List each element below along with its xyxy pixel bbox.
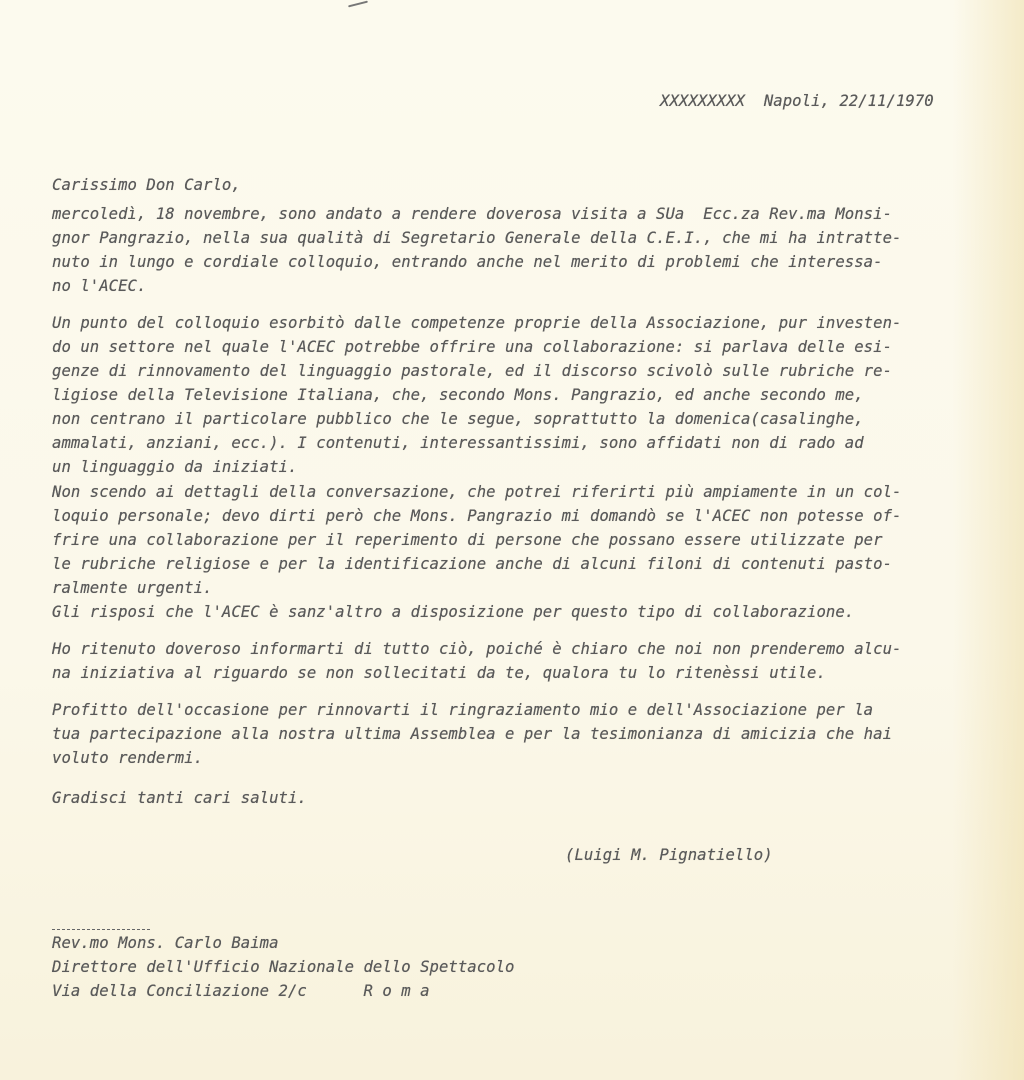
- text-line: ammalati, anziani, ecc.). I contenuti, interessantissimi, sono affidati non di rado ad: [52, 434, 864, 452]
- text-line: do un settore nel quale l'ACEC potrebbe offrire una collaborazione: si parlava delle esi-: [52, 338, 893, 356]
- text-line: Un punto del colloquio esorbitò dalle competenze proprie della Associazione, pur investen-: [52, 314, 902, 332]
- recipient-address: Via della Conciliazione 2/c R o m a: [52, 982, 430, 1000]
- text-line: non centrano il particolare pubblico che le segue, soprattutto la domenica(casalinghe,: [52, 410, 864, 428]
- text-line: frire una collaborazione per il reperimento di persone che possano essere utilizzate per: [52, 531, 883, 549]
- recipient-name: Rev.mo Mons. Carlo Baima: [52, 934, 279, 952]
- text-line: nuto in lungo e cordiale colloquio, entrando anche nel merito di problemi che interessa-: [52, 253, 883, 271]
- text-line: ligiose della Televisione Italiana, che, secondo Mons. Pangrazio, ed anche secondo me,: [52, 386, 864, 404]
- text-line: Profitto dell'occasione per rinnovarti il ringraziamento mio e dell'Associazione per la: [52, 701, 874, 719]
- text-line: na iniziativa al riguardo se non sollecitati da te, qualora tu lo ritenèssi utile.: [52, 664, 826, 682]
- text-line: le rubriche religiose e per la identificazione anche di alcuni filoni di contenuti pasto-: [52, 555, 893, 573]
- date-line: XXXXXXXXX Napoli, 22/11/1970: [660, 92, 934, 110]
- stray-pen-mark: [348, 1, 368, 8]
- salutation: Carissimo Don Carlo,: [52, 176, 241, 194]
- divider-rule: [52, 929, 150, 930]
- signature: (Luigi M. Pignatiello): [565, 846, 773, 864]
- text-line: mercoledì, 18 novembre, sono andato a rendere doverosa visita a SUa Ecc.za Rev.ma Monsi-: [52, 205, 893, 223]
- text-line: tua partecipazione alla nostra ultima Assemblea e per la tesimonianza di amicizia che hai: [52, 725, 893, 743]
- text-line: Non scendo ai dettagli della conversazione, che potrei riferirti più ampiamente in un col-: [52, 483, 902, 501]
- text-line: gnor Pangrazio, nella sua qualità di Segretario Generale della C.E.I., che mi ha intratte-: [52, 229, 902, 247]
- text-line: un linguaggio da iniziati.: [52, 458, 298, 476]
- text-line: ralmente urgenti.: [52, 579, 213, 597]
- recipient-title: Direttore dell'Ufficio Nazionale dello Spettacolo: [52, 958, 515, 976]
- text-line: Gli risposi che l'ACEC è sanz'altro a disposizione per questo tipo di collaborazione.: [52, 603, 855, 621]
- text-line: genze di rinnovamento del linguaggio pastorale, ed il discorso scivolò sulle rubriche re-: [52, 362, 893, 380]
- text-line: voluto rendermi.: [52, 749, 204, 767]
- text-line: no l'ACEC.: [52, 277, 147, 295]
- text-line: Ho ritenuto doveroso informarti di tutto ciò, poiché è chiaro che noi non prenderemo alcu-: [52, 640, 902, 658]
- text-line: loquio personale; devo dirti però che Mons. Pangrazio mi domandò se l'ACEC non potesse of-: [52, 507, 902, 525]
- text-line: Gradisci tanti cari saluti.: [52, 789, 307, 807]
